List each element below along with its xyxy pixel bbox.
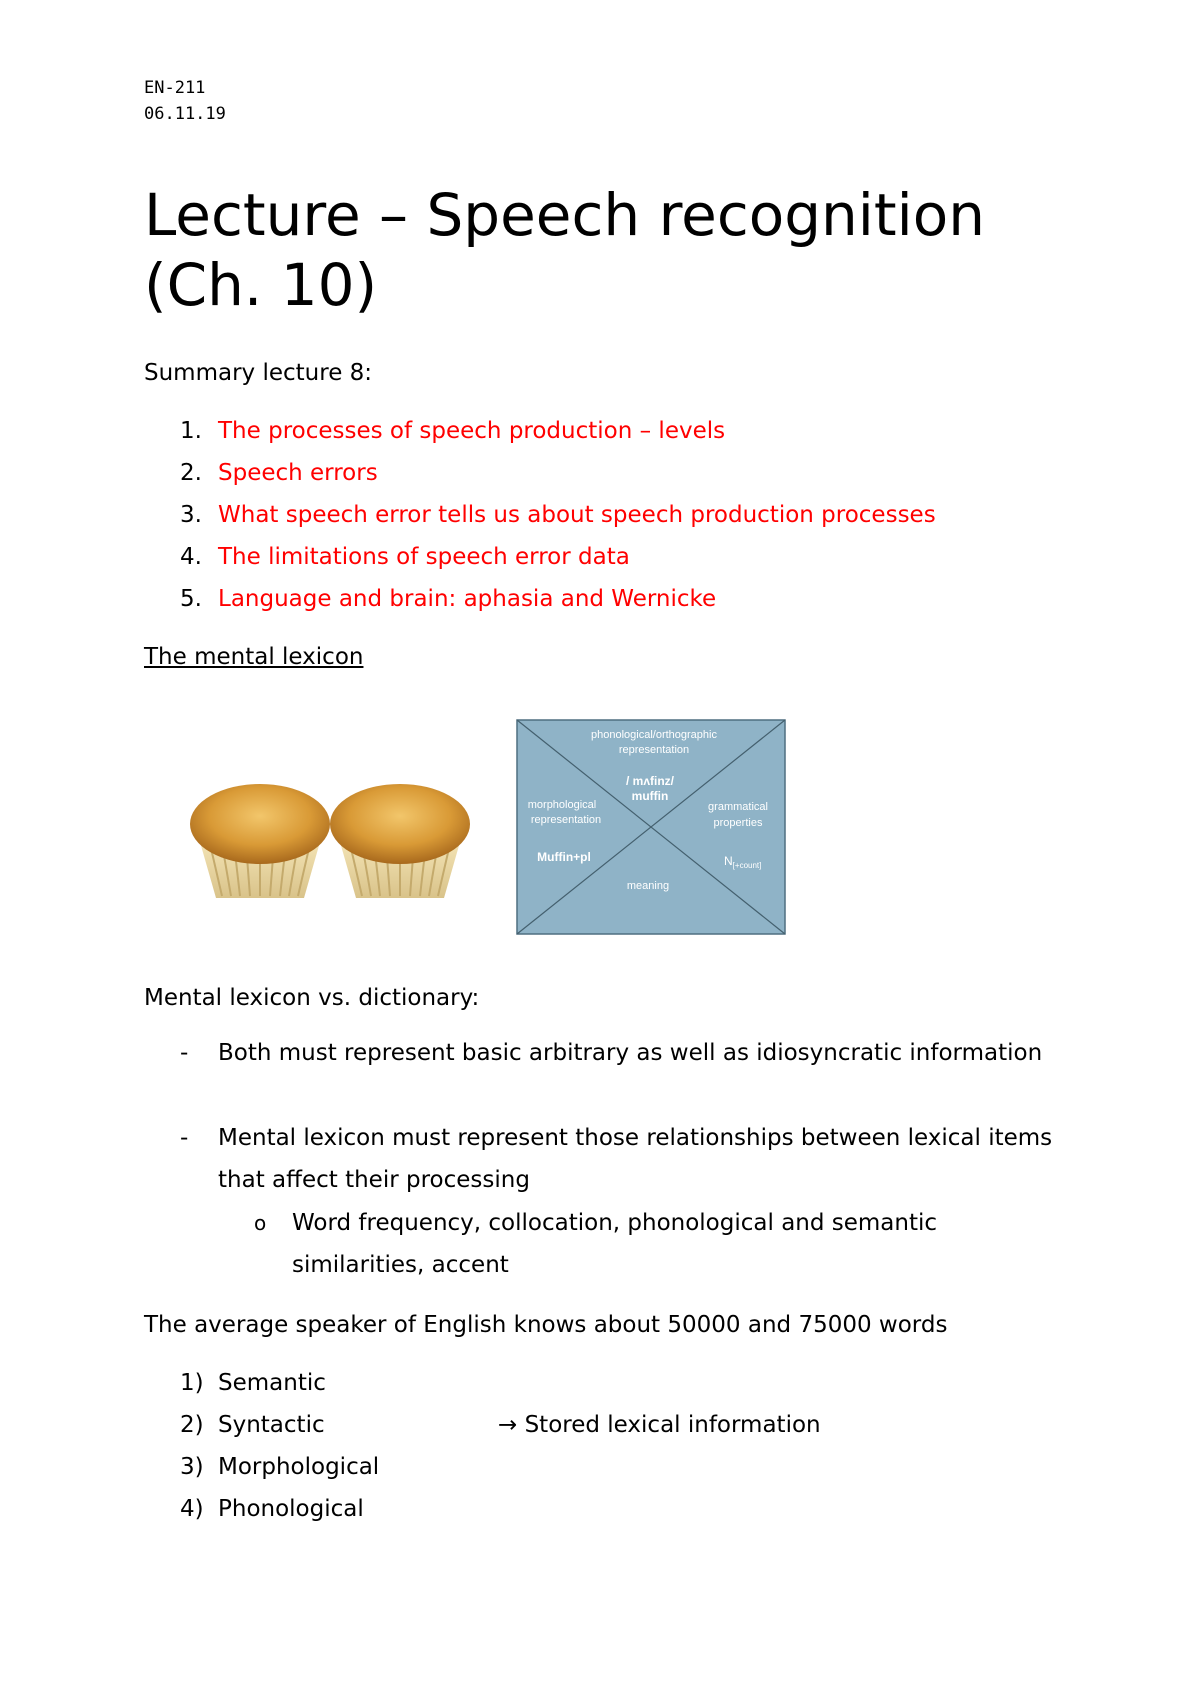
summary-item — [180, 458, 378, 488]
list-text: The processes of speech production – levels — [218, 418, 726, 444]
section-heading-mental-lexicon: The mental lexicon — [144, 644, 364, 670]
diagram-top-value-line1: / mʌfinz/ — [625, 774, 675, 788]
list-number: 4. — [180, 544, 202, 570]
vocab-item — [180, 1368, 326, 1398]
list-text: What speech error tells us about speech production processes — [218, 502, 936, 528]
diagram-left-label-line1: morphological — [527, 799, 597, 811]
comparison-point — [180, 1032, 1060, 1074]
list-number: 4) — [180, 1496, 204, 1522]
list-text: Language and brain: aphasia and Wernicke — [218, 586, 717, 612]
diagram-left-value: Muffin+pl — [537, 850, 591, 864]
muffin-left — [190, 784, 330, 898]
comparison-point — [180, 1117, 1060, 1201]
page-title: Lecture – Speech recognition (Ch. 10) — [144, 181, 985, 319]
muffin-right — [330, 784, 470, 898]
summary-item — [180, 542, 630, 572]
stored-info-note: → Stored lexical information — [498, 1412, 821, 1438]
vocab-item — [180, 1410, 325, 1440]
vocab-sentence: The average speaker of English knows about 50000 and 75000 words — [144, 1312, 948, 1338]
diagram-top-label-line2: representation — [618, 744, 690, 756]
dash-bullet: - — [180, 1125, 189, 1151]
diagram-left-label-line2: representation — [530, 814, 602, 826]
comparison-subpoint — [254, 1202, 1034, 1286]
list-text: Phonological — [218, 1496, 364, 1522]
list-number: 3) — [180, 1454, 204, 1480]
list-number: 2. — [180, 460, 202, 486]
diagram-top-label-line1: phonological/orthographic — [591, 729, 717, 741]
diagram-top-value-line2: muffin — [631, 789, 669, 803]
point-text: Mental lexicon must represent those relationships between lexical items that affect their processing — [218, 1125, 1053, 1193]
summary-item — [180, 416, 725, 446]
muffins-image — [186, 780, 476, 900]
lecture-date: 06.11.19 — [144, 104, 226, 124]
list-text: Speech errors — [218, 460, 378, 486]
comparison-heading: Mental lexicon vs. dictionary: — [144, 985, 480, 1011]
list-number: 3. — [180, 502, 202, 528]
list-number: 1. — [180, 418, 202, 444]
summary-heading: Summary lecture 8: — [144, 360, 373, 386]
summary-item — [180, 584, 716, 614]
subpoint-text: Word frequency, collocation, phonological and semantic similarities, accent — [292, 1210, 938, 1278]
diagram-right-label-line2: properties — [713, 817, 763, 829]
diagram-bottom-label: meaning — [626, 880, 670, 892]
dash-bullet: - — [180, 1040, 189, 1066]
list-text: Syntactic — [218, 1412, 325, 1438]
list-number: 5. — [180, 586, 202, 612]
point-text: Both must represent basic arbitrary as well as idiosyncratic information — [218, 1040, 1043, 1066]
vocab-item — [180, 1452, 379, 1482]
lexical-entry-diagram — [516, 719, 786, 935]
summary-item — [180, 500, 936, 530]
circle-bullet: o — [254, 1211, 267, 1235]
diagram-right-label-line1: grammatical — [708, 801, 768, 813]
vocab-item — [180, 1494, 364, 1524]
course-code: EN-211 — [144, 78, 206, 98]
list-number: 1) — [180, 1370, 204, 1396]
list-text: Morphological — [218, 1454, 380, 1480]
list-text: The limitations of speech error data — [218, 544, 630, 570]
list-text: Semantic — [218, 1370, 326, 1396]
diagram-right-value: $N_{[+count]}$ — [724, 854, 762, 870]
list-number: 2) — [180, 1412, 204, 1438]
